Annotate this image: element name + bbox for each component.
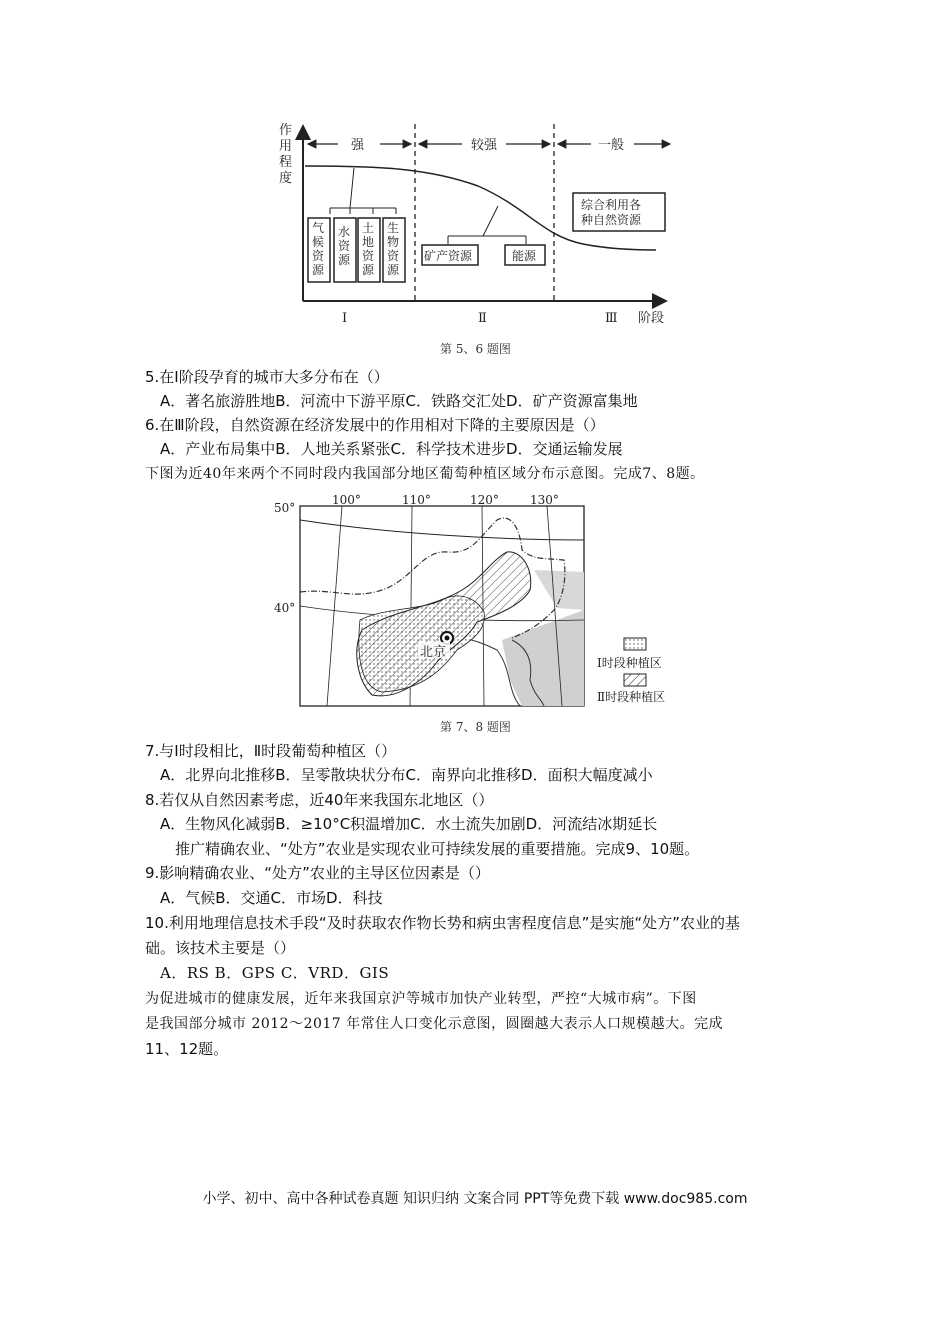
- svg-text:源: 源: [362, 263, 375, 277]
- legend-swatch-1: [624, 638, 646, 650]
- q6-options: A．产业布局集中B．人地关系紧张C．科学技术进步D．交通运输发展: [160, 440, 623, 458]
- caption-fig2: 第 7、8 题图: [440, 720, 511, 734]
- svg-text:候: 候: [312, 235, 325, 249]
- lon-120: 120°: [470, 493, 499, 507]
- ylabel-2: 用: [279, 139, 293, 154]
- q10-line2: 础。该技术主要是（）: [145, 939, 296, 957]
- svg-text:资: 资: [312, 249, 325, 263]
- q7-options: A．北界向北推移B．呈零散块状分布C．南界向北推移D．面积大幅度减小: [160, 766, 653, 784]
- band-strong: 强: [351, 138, 365, 153]
- svg-text:源: 源: [387, 263, 400, 277]
- xlabel: 阶段: [638, 311, 665, 326]
- stage-1: Ⅰ: [342, 311, 348, 326]
- ylabel-3: 程: [279, 155, 293, 170]
- stage-2: Ⅱ: [478, 311, 487, 326]
- svg-text:源: 源: [338, 253, 351, 267]
- footer-ad: 小学、初中、高中各种试卷真题 知识归纳 文案合同 PPT等免费下载 www.doc985.com: [202, 1191, 748, 1207]
- lat-40: 40°: [274, 601, 296, 615]
- svg-text:物: 物: [387, 235, 400, 249]
- q9: 9.影响精确农业、“处方”农业的主导区位因素是（）: [145, 864, 490, 882]
- legend-swatch-2: [624, 674, 646, 686]
- band-normal: 一般: [598, 138, 625, 153]
- box-mineral-label: 矿产资源: [424, 249, 473, 263]
- legend-1: Ⅰ时段种植区: [597, 656, 662, 670]
- q8: 8.若仅从自然因素考虑，近40年来我国东北地区（）: [145, 791, 494, 809]
- lon-100: 100°: [332, 493, 361, 507]
- grape-map: [272, 490, 692, 715]
- q5: 5.在Ⅰ阶段孕育的城市大多分布在（）: [145, 368, 389, 386]
- legend-2: Ⅱ时段种植区: [597, 690, 666, 704]
- svg-text:综合利用各: 综合利用各: [581, 198, 642, 212]
- box-energy-label: 能源: [512, 249, 537, 263]
- q7: 7.与Ⅰ时段相比，Ⅱ时段葡萄种植区（）: [145, 742, 397, 760]
- lon-130: 130°: [530, 493, 559, 507]
- intro-910: 推广精确农业、“处方”农业是实现农业可持续发展的重要措施。完成9、10题。: [175, 840, 700, 858]
- band-fairly-strong: 较强: [471, 138, 498, 153]
- q8-options: A．生物风化减弱B．≥10°C积温增加C．水土流失加剧D．河流结冰期延长: [160, 815, 658, 833]
- intro-1112-line1: 为促进城市的健康发展，近年来我国京沪等城市加快产业转型，严控“大城市病”。下图: [145, 991, 697, 1007]
- ylabel-1: 作: [279, 123, 293, 138]
- svg-text:源: 源: [312, 263, 325, 277]
- svg-text:资: 资: [338, 239, 351, 253]
- resource-stage-chart: [268, 118, 683, 363]
- svg-text:土: 土: [362, 221, 375, 235]
- svg-text:生: 生: [387, 221, 400, 235]
- q5-options: A．著名旅游胜地B．河流中下游平原C．铁路交汇处D．矿产资源富集地: [160, 392, 638, 410]
- city-label: 北京: [420, 645, 447, 660]
- lat-50: 50°: [274, 501, 296, 515]
- intro-1112-line2: 是我国部分城市 2012～2017 年常住人口变化示意图，圆圈越大表示人口规模越大。完成: [145, 1016, 724, 1032]
- lon-110: 110°: [402, 493, 431, 507]
- intro-78: 下图为近40年来两个不同时段内我国部分地区葡萄种植区域分布示意图。完成7、8题。: [145, 466, 705, 482]
- q6: 6.在Ⅲ阶段，自然资源在经济发展中的作用相对下降的主要原因是（）: [145, 416, 605, 434]
- ylabel-4: 度: [279, 171, 293, 186]
- q10-options: A．RS B．GPS C．VRD．GIS: [160, 964, 390, 982]
- svg-text:水: 水: [338, 225, 351, 239]
- svg-text:资: 资: [362, 249, 375, 263]
- caption-fig1: 第 5、6 题图: [440, 342, 511, 356]
- q9-options: A．气候B．交通C．市场D．科技: [160, 889, 383, 907]
- intro-1112-line3: 11、12题。: [145, 1040, 229, 1058]
- svg-text:资: 资: [387, 249, 400, 263]
- stage-3: Ⅲ: [605, 311, 618, 326]
- q10-line1: 10.利用地理信息技术手段“及时获取农作物长势和病虫害程度信息”是实施“处方”农业的基: [145, 914, 740, 932]
- svg-text:种自然资源: 种自然资源: [581, 213, 642, 227]
- svg-text:地: 地: [362, 235, 375, 249]
- svg-text:气: 气: [312, 221, 325, 235]
